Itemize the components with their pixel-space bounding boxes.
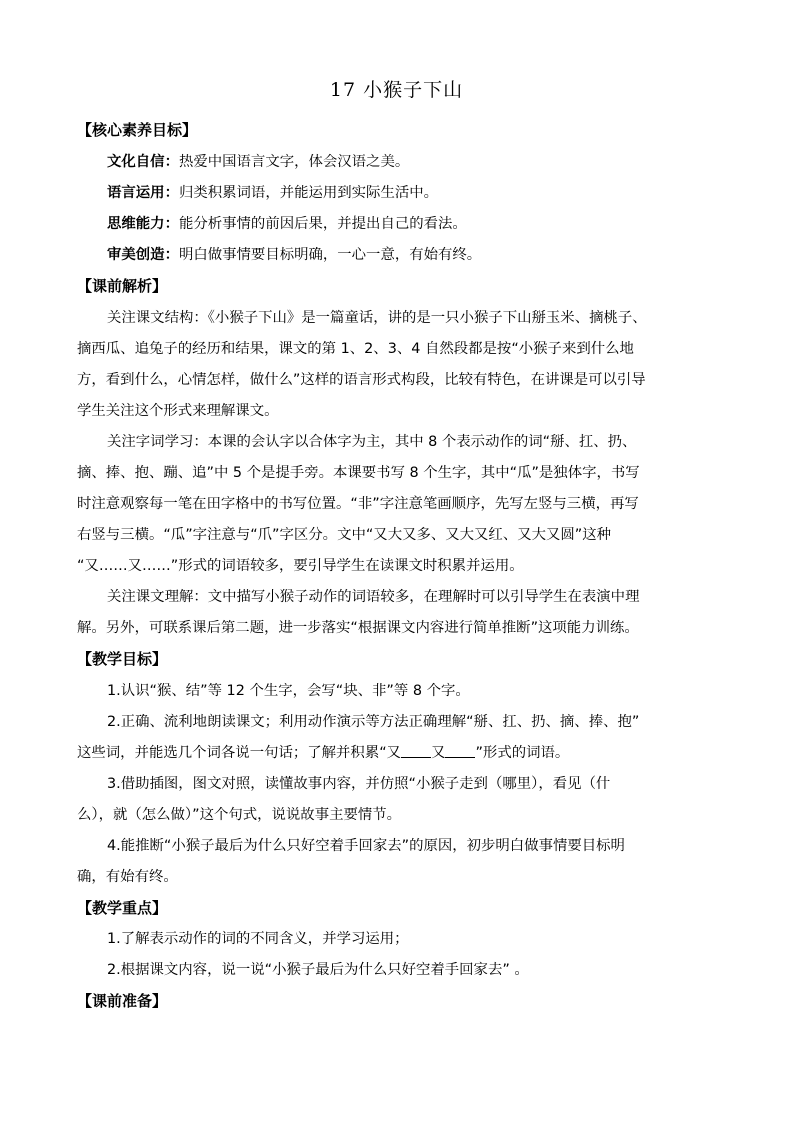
key-point-1: 1.了解表示动作的词的不同含义，并学习运用； (107, 931, 409, 947)
goal-text: ”形式的词语。 (475, 745, 570, 761)
core-goal-label: 语言运用： (107, 185, 179, 201)
core-goal-aesthetic (107, 245, 481, 265)
core-goal-language (107, 183, 438, 203)
analysis-paragraph-line: 右竖与三横。“瓜”字注意与“爪”字区分。文中“又大又多、又大又红、又大又圆”这种 (77, 527, 612, 543)
analysis-paragraph-line: 摘西瓜、追兔子的经历和结果，课文的第 1、2、3、4 自然段都是按“小猴子来到什么地 (77, 341, 634, 357)
core-goal-thinking (107, 214, 467, 234)
section-heading-prep: 【课前准备】 (77, 992, 168, 1010)
section-heading-goals: 【教学目标】 (77, 650, 168, 668)
analysis-paragraph-line: 关注课文结构：《小猴子下山》是一篇童话，讲的是一只小猴子下山掰玉米、摘桃子、 (107, 310, 647, 326)
analysis-paragraph-line: 解。另外，可联系课后第二题，进一步落实“根据课文内容进行简单推断”这项能力训练。 (77, 620, 639, 636)
analysis-paragraph-line: 方，看到什么，心情怎样，做什么”这样的语言形式构段，比较有特色，在讲课是可以引导 (77, 372, 646, 388)
teaching-goal-3: 3.借助插图，图文对照，读懂故事内容，并仿照“小猴子走到（哪里），看见（什 (107, 776, 611, 792)
section-heading-analysis: 【课前解析】 (77, 277, 168, 295)
teaching-goal-4-cont: 确，有始有终。 (77, 869, 178, 885)
core-goal-text: 能分析事情的前因后果，并提出自己的看法。 (178, 216, 467, 232)
teaching-goal-2: 2.正确、流利地朗读课文；利用动作演示等方法正确理解“掰、扛、扔、摘、捧、抱” (107, 714, 640, 730)
core-goal-culture (107, 152, 409, 172)
analysis-paragraph-line: 摘、捧、抱、蹦、追”中 5 个是提手旁。本课要书写 8 个生字，其中“瓜”是独体字，书写 (77, 465, 640, 481)
key-point-2: 2.根据课文内容，说一说“小猴子最后为什么只好空着手回家去” 。 (107, 962, 529, 978)
teaching-goal-1: 1.认识“猴、结”等 12 个生字，会写“块、非”等 8 个字。 (107, 683, 470, 699)
analysis-paragraph-line: 关注字词学习：本课的会认字以合体字为主，其中 8 个表示动作的词“掰、扛、扔、 (107, 434, 637, 450)
teaching-goal-3-cont: 么），就（怎么做）”这个句式，说说故事主要情节。 (77, 807, 402, 823)
analysis-paragraph-line: “又……又……”形式的词语较多，要引导学生在读课文时积累并运用。 (77, 558, 524, 574)
core-goal-text: 归类积累词语，并能运用到实际生活中。 (178, 185, 439, 201)
fill-blank (401, 743, 431, 758)
goal-text: 这些词，并能选几个词各说一句话；了解并积累“又 (77, 745, 402, 761)
teaching-goal-2-cont (77, 743, 569, 763)
core-goal-label: 思维能力： (107, 216, 179, 232)
analysis-paragraph-line: 关注课文理解：文中描写小猴子动作的词语较多，在理解时可以引导学生在表演中理 (107, 589, 640, 605)
section-heading-core: 【核心素养目标】 (77, 121, 198, 139)
teaching-goal-4: 4.能推断“小猴子最后为什么只好空着手回家去”的原因，初步明白做事情要目标明 (107, 838, 625, 854)
fill-blank (445, 743, 475, 758)
core-goal-text: 热爱中国语言文字，体会汉语之美。 (178, 154, 410, 170)
goal-text: 又 (431, 745, 446, 761)
analysis-paragraph-line: 时注意观察每一笔在田字格中的书写位置。“非”字注意笔画顺序，先写左竖与三横，再写 (77, 496, 639, 512)
core-goal-label: 文化自信： (107, 154, 179, 170)
core-goal-label: 审美创造： (107, 247, 179, 263)
section-heading-keypoints: 【教学重点】 (77, 899, 168, 917)
core-goal-text: 明白做事情要目标明确，一心一意，有始有终。 (178, 247, 482, 263)
document-title: 17 小猴子下山 (329, 79, 464, 101)
analysis-paragraph-line: 学生关注这个形式来理解课文。 (77, 403, 279, 419)
